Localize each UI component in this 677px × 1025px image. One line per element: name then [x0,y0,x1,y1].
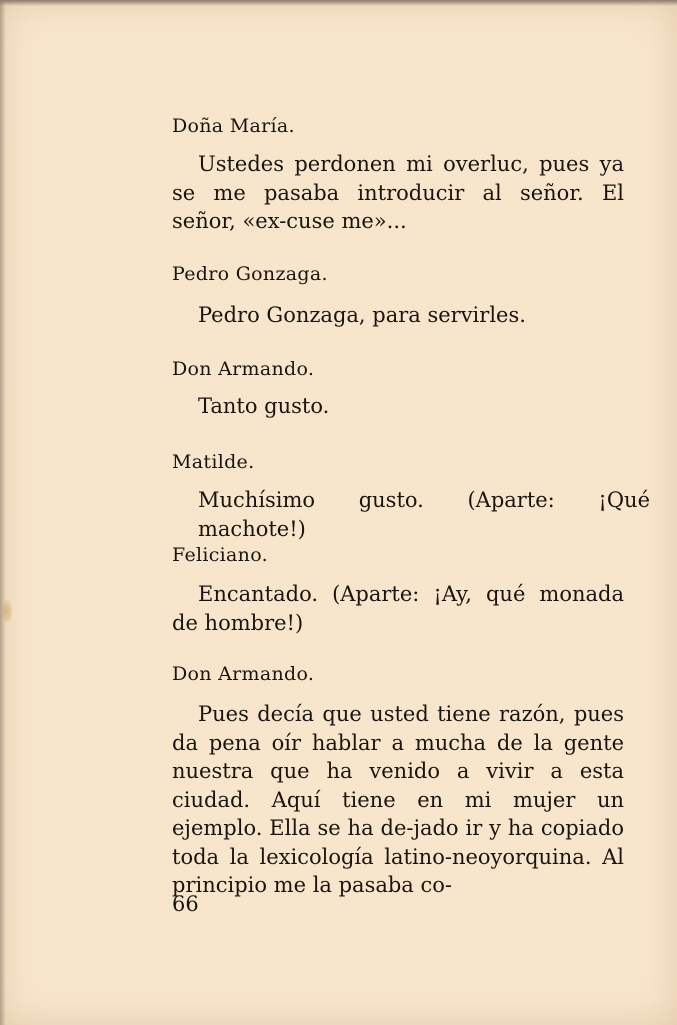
speaker-don-armando-2: Don Armando. [172,663,315,685]
paper-stain [2,600,12,622]
speech-dona-maria: Ustedes perdonen mi overluc, pues ya se me pasaba introducir al señor. El señor, «ex-cuse me»... [172,152,624,233]
speaker-feliciano: Feliciano. [172,544,268,566]
speaker-matilde: Matilde. [172,451,255,473]
page-number: 66 [172,892,199,916]
speech-feliciano: Encantado. (Aparte: ¡Ay, qué monada de hombre!) [172,582,624,635]
speech-don-armando-2: Pues decía que usted tiene razón, pues da pena oír hablar a mucha de la gente nuestra que ha venido a vivir a esta ciudad. Aquí tiene en mi mujer un ejemplo. Ella se ha de-jado ir y ha copiado toda la lexicología latino-neoyorquina. Al principio me la pasaba co- [172,702,624,897]
speaker-dona-maria: Doña María. [172,115,295,137]
speech-matilde: Muchísimo gusto. (Aparte: ¡Qué machote!) [198,488,650,541]
speech-pedro-gonzaga: Pedro Gonzaga, para servirles. [198,303,526,327]
page-edge-shadow-left [0,0,6,1025]
speech-don-armando: Tanto gusto. [198,394,330,418]
speaker-don-armando: Don Armando. [172,358,315,380]
page-edge-shadow-top [0,0,677,6]
speaker-pedro-gonzaga: Pedro Gonzaga. [172,263,328,285]
